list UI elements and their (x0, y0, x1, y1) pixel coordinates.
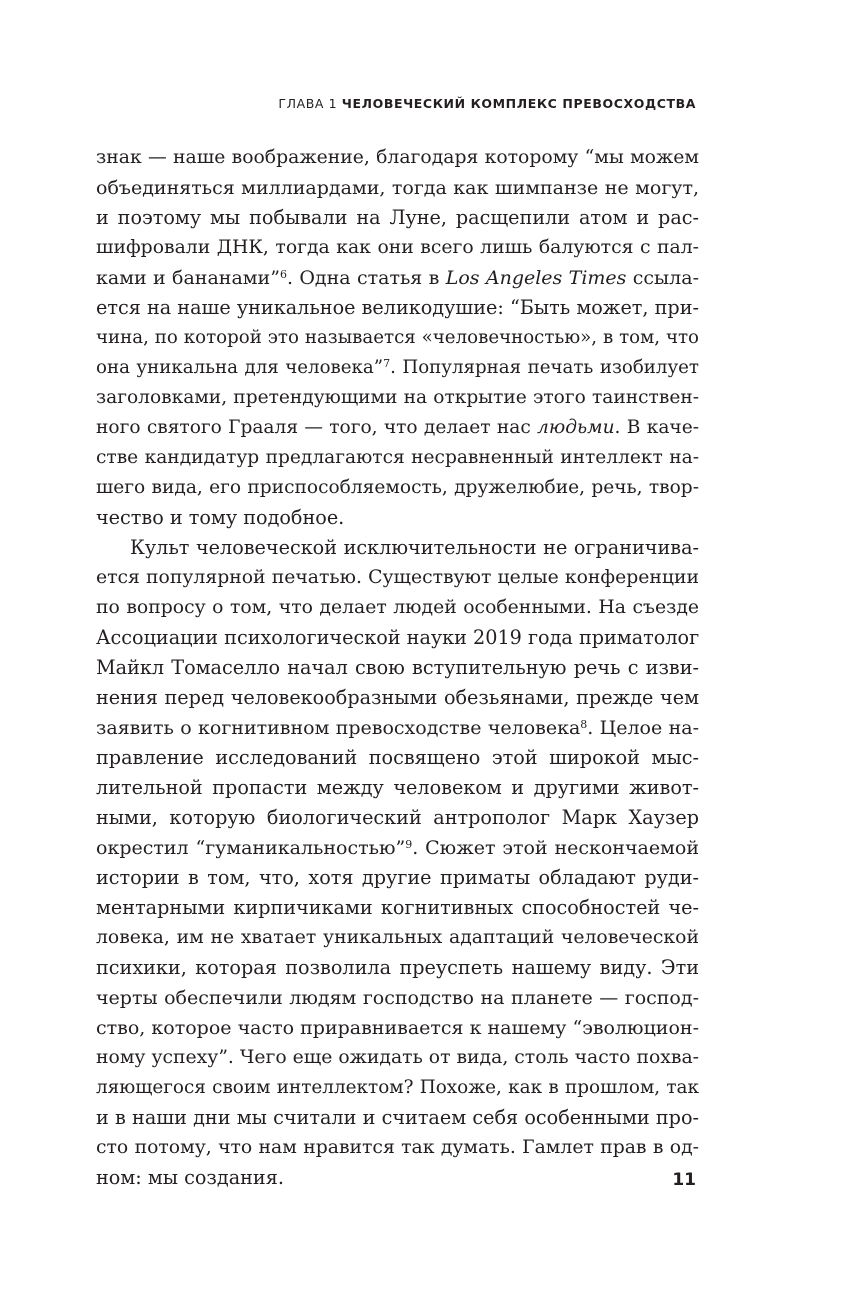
text-line: ментарными кирпичиками когнитивных способностей че- (96, 896, 699, 919)
text-fragment: ссыла- (626, 267, 700, 289)
text-line (96, 713, 699, 743)
text-line: правление исследований посвящено этой широкой мыс- (96, 746, 699, 769)
text-line: стве кандидатур предлагаются несравненный интеллект на- (96, 447, 699, 468)
text-line: Майкл Томаселло начал свою вступительную речь с изви- (96, 656, 699, 679)
running-head (278, 96, 696, 111)
italic-source-title: Los Angeles Times (445, 267, 627, 289)
text-fragment: . Популярная печать изобилует (390, 357, 699, 378)
text-line: знак — наше воображение, благодаря которому “мы можем (96, 147, 699, 168)
text-line (96, 353, 699, 383)
text-fragment: окрестил “гуманикальностью” (96, 837, 406, 859)
footnote-ref-7: 7 (383, 357, 391, 370)
text-line: заголовками, претендующими на открытие этого таинствен- (96, 387, 699, 408)
text-fragment: ного святого Грааля — того, что делает нас (96, 417, 538, 438)
text-fragment: . Сюжет этой нескончаемой (412, 837, 699, 859)
text-line: Ассоциации психологической науки 2019 года приматолог (96, 626, 700, 649)
chapter-title: ЧЕЛОВЕЧЕСКИЙ КОМПЛЕКС ПРЕВОСХОДСТВА (341, 96, 696, 111)
text-line: ется популярной печатью. Существуют целые конференции (96, 567, 699, 588)
text-line: сто потому, что нам нравится так думать. Гамлет прав в од- (96, 1137, 699, 1158)
paragraph-2 (96, 533, 699, 1193)
text-line: психики, которая позволила преуспеть нашему виду. Эти (96, 956, 699, 979)
text-line: и поэтому мы побывали на Луне, расщепили атом и рас- (96, 206, 699, 229)
body-text (96, 143, 699, 1193)
text-line: шифровали ДНК, тогда как они всего лишь балуются с пал- (96, 237, 699, 258)
footnote-ref-8: 8 (580, 718, 588, 731)
text-line: ном: мы создания. (96, 1166, 284, 1189)
text-line: ляющегося своим интеллектом? Похоже, как в прошлом, так (96, 1077, 699, 1098)
text-fragment: . Одна статья в (286, 267, 446, 289)
text-line: истории в том, что, хотя другие приматы обладают руди- (96, 866, 699, 889)
footnote-ref-9: 9 (405, 838, 413, 851)
chapter-label: ГЛАВА 1 (278, 96, 338, 111)
text-fragment: . Целое на- (587, 717, 699, 739)
page-number: 11 (672, 1170, 696, 1190)
text-line: по вопросу о том, что делает людей особенными. На съезде (96, 597, 699, 618)
text-line: ными, которую биологический антрополог Марк Хаузер (96, 806, 699, 829)
text-fragment: заявить о когнитивном превосходстве человека (96, 717, 581, 739)
text-line (96, 833, 699, 863)
text-line: объединяться миллиардами, тогда как шимпанзе не могут, (96, 177, 699, 199)
text-line (96, 413, 699, 443)
text-line: ловека, им не хватает уникальных адаптаций человеческой (96, 927, 699, 948)
text-line: чина, по которой это называется «человечностью», в том, что (96, 327, 699, 348)
italic-emphasis: людьми (537, 417, 615, 438)
text-line: Культ человеческой исключительности не ограничива- (130, 536, 699, 559)
text-line: ется на наше уникальное великодушие: “Быть может, при- (96, 296, 699, 319)
text-fragment: . В каче- (614, 417, 699, 438)
footnote-ref-6: 6 (279, 268, 287, 281)
text-line: нения перед человекообразными обезьянами, прежде чем (96, 686, 699, 709)
text-fragment: она уникальна для человека” (96, 357, 384, 378)
text-line: чество и тому подобное. (96, 506, 345, 529)
paragraph-1 (96, 143, 699, 533)
text-line: ному успеху”. Чего еще ожидать от вида, столь часто похва- (96, 1047, 699, 1068)
text-line: лительной пропасти между человеком и другими живот- (96, 776, 699, 799)
text-line: черты обеспечили людям господство на планете — господ- (96, 987, 699, 1009)
text-line (96, 263, 699, 293)
text-line: шего вида, его приспособляемость, дружелюбие, речь, твор- (96, 477, 699, 498)
text-fragment: ками и бананами” (96, 267, 280, 289)
text-line: и в наши дни мы считали и считаем себя особенными про- (96, 1106, 699, 1129)
text-line: ство, которое часто приравнивается к нашему “эволюцион- (96, 1017, 699, 1039)
